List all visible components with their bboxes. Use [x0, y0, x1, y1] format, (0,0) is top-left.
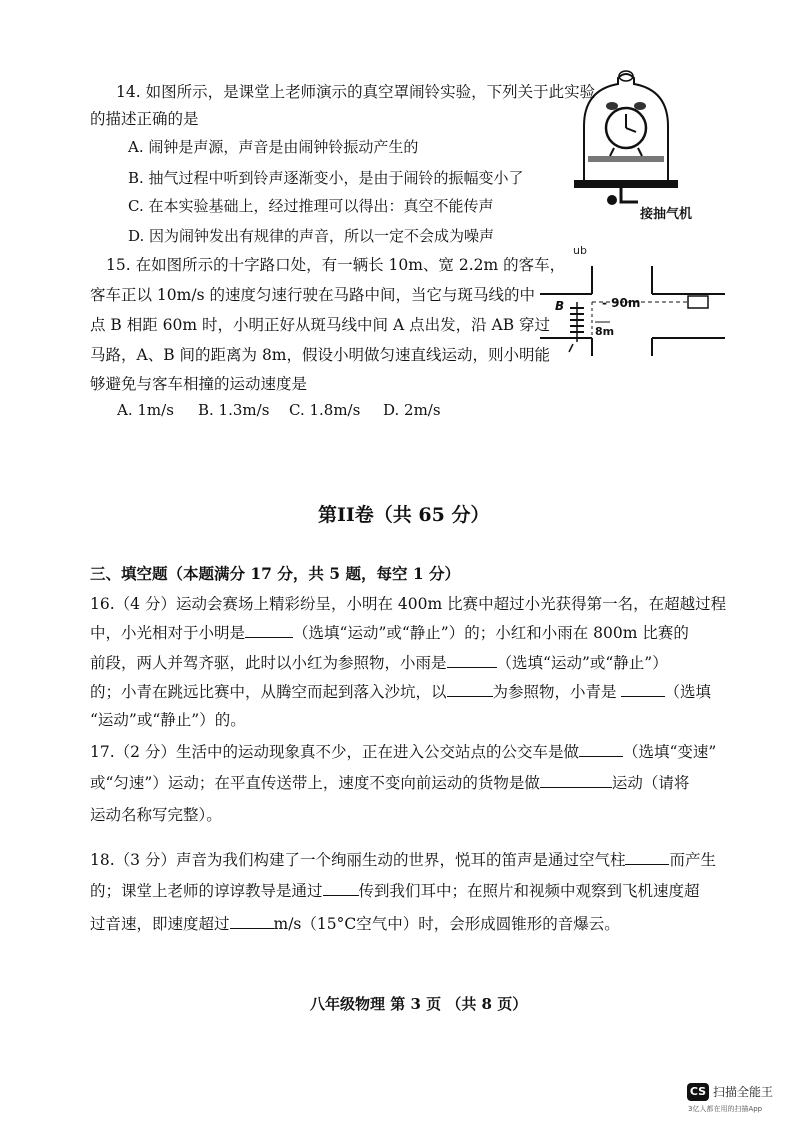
q16-line3-b: （选填“运动”或“静止”）: [496, 654, 668, 672]
q16-line4-c: （选填: [664, 683, 712, 701]
q16-blank-3[interactable]: [447, 682, 493, 697]
q18-line2-a: 的；课堂上老师的谆谆教导是通过: [90, 882, 323, 900]
q17-line2: [90, 771, 689, 793]
q17-blank-1[interactable]: [579, 742, 623, 757]
bus-icon: [688, 296, 708, 308]
q15-line1: 15. 在如图所示的十字路口处，有一辆长 10m、宽 2.2m 的客车，: [106, 256, 566, 274]
camscanner-name: 扫描全能王: [713, 1085, 774, 1099]
q18-line3-a: 过音速，即速度超过: [90, 915, 230, 933]
q18-line1-b: 而产生: [669, 851, 716, 869]
q15-option-a: A. 1m/s: [117, 401, 174, 419]
fig-top-text: ub: [573, 244, 587, 257]
q16-line2: [90, 621, 689, 643]
fig-label-8m: 8m: [595, 325, 615, 338]
q14-stem-line1: 14. 如图所示，是课堂上老师演示的真空罩闹铃实验，下列关于此实验: [116, 83, 596, 101]
valve-icon: [607, 195, 617, 205]
part3-header: 三、填空题（本题满分 17 分，共 5 题，每空 1 分）: [90, 564, 461, 583]
fig-label-b: B: [555, 299, 565, 313]
q16-line2-a: 中，小光相对于小明是: [90, 624, 246, 642]
section-2-title: 第II卷（共 65 分）: [318, 504, 490, 526]
q18-line2-b: 传到我们耳中；在照片和视频中观察到飞机速度超: [358, 882, 700, 900]
q16-line2-b: （选填“运动”或“静止”）的；小红和小雨在 800m 比赛的: [293, 624, 689, 642]
q14-stem-line2: 的描述正确的是: [90, 110, 199, 128]
pump-label: 接抽气机: [640, 207, 693, 222]
q14-option-a: A. 闹钟是声源，声音是由闹钟铃振动产生的: [128, 138, 419, 156]
q15-option-b: B. 1.3m/s: [198, 401, 270, 419]
q18-line3: [90, 912, 620, 934]
q16-line5: “运动”或“静止”）的。: [90, 711, 246, 729]
q18-blank-2[interactable]: [323, 881, 359, 896]
q16-blank-2[interactable]: [447, 653, 497, 668]
q17-line1-b: （选填“变速”: [622, 743, 717, 761]
q18-line1: [90, 848, 716, 870]
q16-line4: [90, 680, 711, 702]
q17-line2-a: 或“匀速”）运动；在平直传送带上，速度不变向前运动的货物是做: [90, 774, 540, 792]
q18-line1-a: 18.（3 分）声音为我们构建了一个绚丽生动的世界，悦耳的笛声是通过空气柱: [90, 851, 626, 869]
q17-line2-b: 运动（请将: [611, 774, 690, 792]
crossroad-figure: [540, 238, 730, 368]
page-footer: 八年级物理 第 3 页 （共 8 页）: [310, 995, 528, 1013]
q15-option-c: C. 1.8m/s: [289, 401, 361, 419]
q17-blank-2[interactable]: [540, 773, 612, 788]
q18-line2: [90, 879, 700, 901]
q16-line3-a: 前段，两人并驾齐驱，此时以小红为参照物，小雨是: [90, 654, 447, 672]
q18-blank-1[interactable]: [625, 850, 669, 865]
q14-option-b: B. 抽气过程中听到铃声逐渐变小，是由于闹铃的振幅变小了: [128, 169, 524, 187]
q18-line3-b: m/s（15°C空气中）时，会形成圆锥形的音爆云。: [273, 915, 620, 933]
q15-line2: 客车正以 10m/s 的速度匀速行驶在马路中间，当它与斑马线的中: [90, 286, 535, 304]
q16-line4-a: 的；小青在跳远比赛中，从腾空而起到落入沙坑，以: [90, 683, 447, 701]
q17-line3: 运动名称写完整）。: [90, 806, 222, 824]
q16-line1: 16.（4 分）运动会赛场上精彩纷呈，小明在 400m 比赛中超过小光获得第一名，在超越过程: [90, 595, 727, 613]
q16-blank-4[interactable]: [621, 682, 665, 697]
q15-line3: 点 B 相距 60m 时，小明正好从斑马线中间 A 点出发，沿 AB 穿过: [90, 316, 551, 334]
q15-option-d: D. 2m/s: [383, 401, 441, 419]
q14-option-d: D. 因为闹钟发出有规律的声音，所以一定不会成为噪声: [128, 227, 495, 245]
q17-line1-a: 17.（2 分）生活中的运动现象真不少，正在进入公交站点的公交车是做: [90, 743, 579, 761]
q16-line4-b: 为参照物，小青是: [492, 683, 617, 701]
camscanner-logo-icon: CS: [687, 1083, 709, 1101]
q14-option-c: C. 在本实验基础上，经过推理可以得出：真空不能传声: [128, 197, 494, 215]
q15-line5: 够避免与客车相撞的运动速度是: [90, 375, 308, 393]
camscanner-tagline: 3亿人都在用的扫描App: [688, 1105, 763, 1113]
q16-line3: [90, 651, 668, 673]
fig-label-distance: - 90m: [602, 296, 641, 310]
q18-blank-3[interactable]: [230, 914, 274, 929]
q17-line1: [90, 740, 716, 762]
q15-line4: 马路，A、B 间的距离为 8m，假设小明做匀速直线运动，则小明能: [90, 346, 550, 364]
q16-blank-1[interactable]: [245, 623, 293, 638]
